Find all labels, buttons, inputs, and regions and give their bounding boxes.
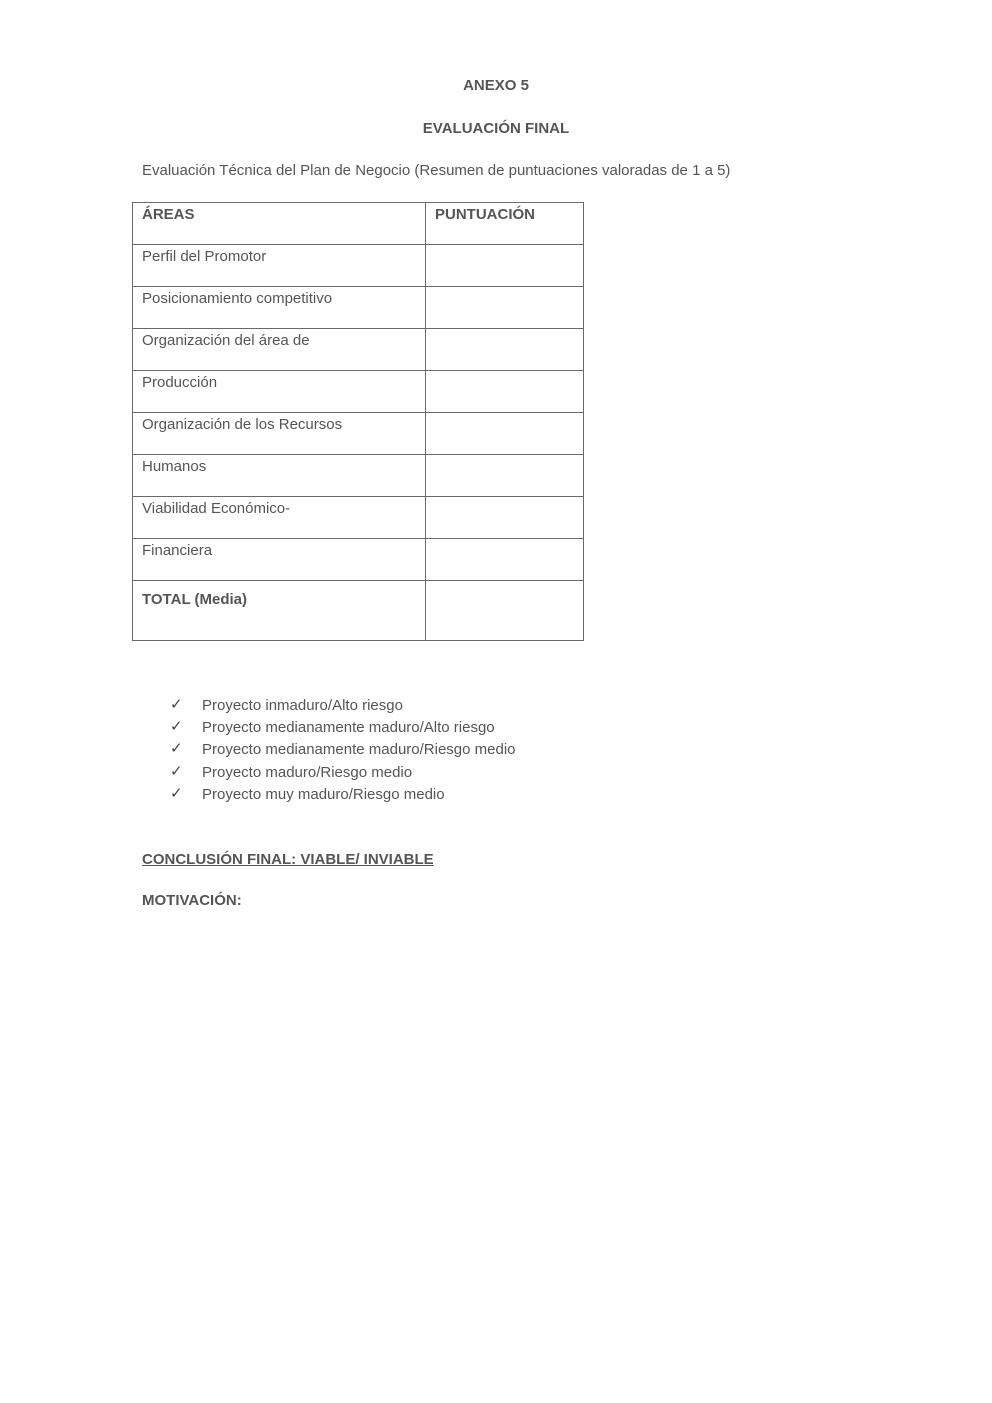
checkmark-icon: ✓	[170, 783, 183, 802]
area-cell: Organización del área de	[133, 329, 426, 371]
score-cell[interactable]	[426, 245, 584, 287]
area-cell: Humanos	[133, 455, 426, 497]
area-cell: Producción	[133, 371, 426, 413]
table-row	[133, 371, 584, 413]
evaluation-title: EVALUACIÓN FINAL	[422, 120, 570, 137]
checklist-label: Proyecto muy maduro/Riesgo medio	[202, 785, 445, 803]
table-row	[133, 245, 584, 287]
final-conclusion: CONCLUSIÓN FINAL: VIABLE/ INVIABLE	[142, 851, 434, 868]
area-cell: Financiera	[133, 539, 426, 581]
area-cell: Viabilidad Económico-	[133, 497, 426, 539]
total-label: TOTAL (Media)	[133, 581, 426, 641]
checklist-label: Proyecto medianamente maduro/Riesgo medio	[202, 741, 516, 759]
table-row	[133, 497, 584, 539]
checklist-label: Proyecto medianamente maduro/Alto riesgo	[202, 719, 495, 737]
total-row	[133, 581, 584, 641]
table-row	[133, 455, 584, 497]
checklist-label: Proyecto maduro/Riesgo medio	[202, 763, 413, 781]
score-cell[interactable]	[426, 329, 584, 371]
area-cell: Organización de los Recursos	[133, 413, 426, 455]
annex-title: ANEXO 5	[463, 77, 529, 94]
total-score-cell[interactable]	[426, 581, 584, 641]
list-item	[170, 762, 516, 784]
list-item	[170, 784, 516, 806]
score-cell[interactable]	[426, 497, 584, 539]
list-item	[170, 739, 516, 761]
evaluation-subtitle: Evaluación Técnica del Plan de Negocio (Resumen de puntuaciones valoradas de 1 a 5)	[142, 162, 731, 179]
area-cell: Perfil del Promotor	[133, 245, 426, 287]
score-cell[interactable]	[426, 539, 584, 581]
score-cell[interactable]	[426, 413, 584, 455]
score-cell[interactable]	[426, 287, 584, 329]
table-header-row	[133, 203, 584, 245]
table-row	[133, 539, 584, 581]
score-cell[interactable]	[426, 455, 584, 497]
table-row	[133, 329, 584, 371]
checkmark-icon: ✓	[170, 717, 183, 736]
table-row	[133, 287, 584, 329]
checkmark-icon: ✓	[170, 739, 183, 758]
list-item	[170, 717, 516, 739]
list-item	[170, 695, 516, 717]
checkmark-icon: ✓	[170, 761, 183, 780]
area-cell: Posicionamiento competitivo	[133, 287, 426, 329]
header-score: PUNTUACIÓN	[426, 203, 584, 245]
checkmark-icon: ✓	[170, 695, 183, 714]
score-table	[132, 202, 584, 641]
table-row	[133, 413, 584, 455]
score-cell[interactable]	[426, 371, 584, 413]
header-areas: ÁREAS	[133, 203, 426, 245]
motivation-label: MOTIVACIÓN:	[142, 892, 242, 909]
checklist-label: Proyecto inmaduro/Alto riesgo	[202, 697, 403, 715]
maturity-checklist	[170, 695, 516, 806]
